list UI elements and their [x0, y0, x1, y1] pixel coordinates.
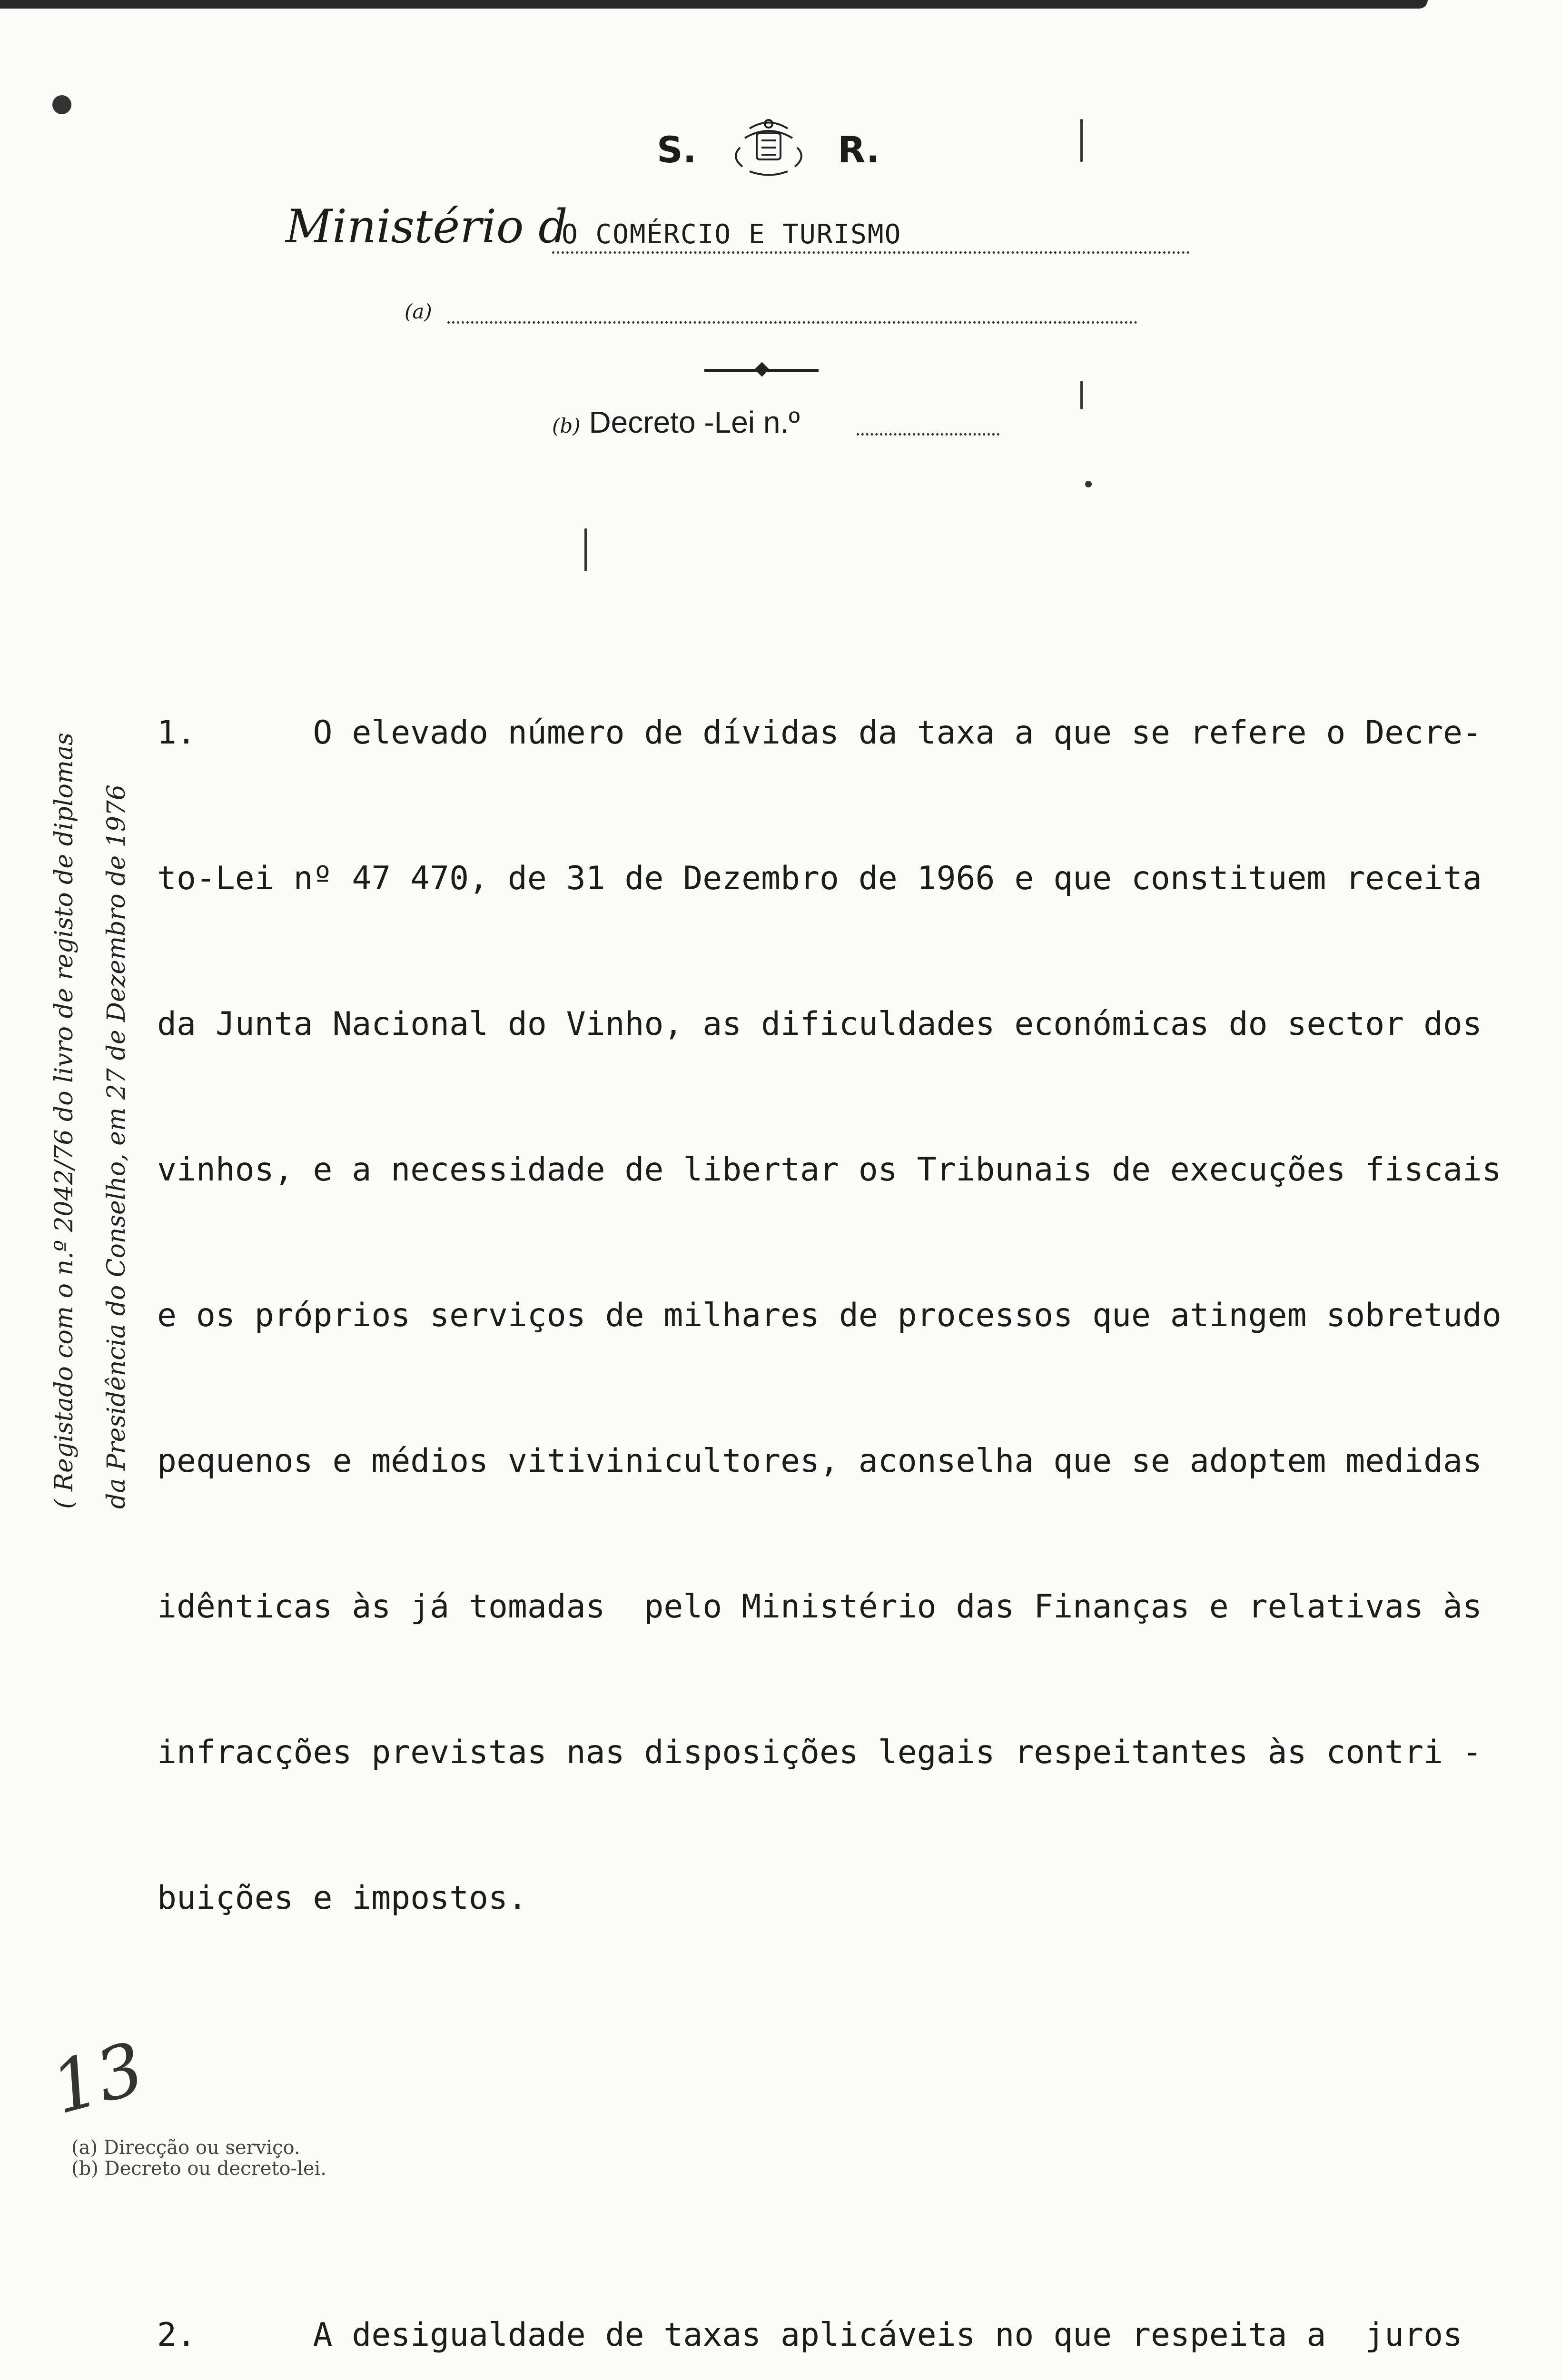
ministry-name: O COMÉRCIO E TURISMO [562, 219, 902, 250]
scan-speck [1080, 381, 1083, 409]
body-line: 1. O elevado número de dívidas da taxa a que se refere o Decre- [157, 714, 1482, 752]
body-line: da Junta Nacional do Vinho, as dificuldades económicas do sector dos [157, 1005, 1482, 1043]
body-line [157, 2020, 1513, 2068]
margin-note-line-2: da Presidência do Conselho, em 27 de Dezembro de 1976 [102, 784, 131, 1509]
divider-diamond-icon [754, 362, 769, 377]
footnotes [71, 2137, 326, 2179]
top-edge-line [0, 0, 1428, 9]
letterhead [657, 114, 904, 181]
ministry-dotted-line [552, 251, 1190, 254]
decree-label: Decreto -Lei n.º [589, 405, 800, 439]
footnote-a: (a) Direcção ou serviço. [71, 2137, 300, 2159]
body-line: infracções previstas nas disposições legais respeitantes às contri - [157, 1734, 1482, 1771]
letterhead-r: R. [838, 129, 880, 171]
footnote-b: (b) Decreto ou decreto-lei. [71, 2158, 327, 2180]
scan-speck [52, 95, 71, 114]
coat-of-arms-icon [721, 114, 816, 181]
letterhead-s: S. [657, 129, 697, 171]
scan-speck [1085, 481, 1092, 487]
direction-dotted-line [447, 321, 1137, 324]
direction-marker: (a) [405, 300, 432, 323]
body-line: 2. A desigualdade de taxas aplicáveis no que respeita a juros [157, 2316, 1462, 2354]
decree-heading [552, 405, 1028, 447]
body-line: vinhos, e a necessidade de libertar os Tribunais de execuções fiscais [157, 1151, 1502, 1189]
body-line: idênticas às já tomadas pelo Ministério das Finanças e relativas às [157, 1588, 1482, 1626]
scan-speck [1080, 119, 1083, 162]
ministry-heading [286, 200, 1190, 262]
decree-dotted-line [857, 433, 999, 436]
body-line: to-Lei nº 47 470, de 31 de Dezembro de 1966 e que constituem receita [157, 860, 1482, 897]
ministry-label: Ministério d [286, 200, 568, 253]
registration-margin-note [38, 605, 152, 1509]
body-line [157, 2165, 1513, 2214]
body-line: pequenos e médios vitivinicultores, aconselha que se adoptem medidas [157, 1442, 1482, 1480]
direction-line [405, 300, 1142, 338]
handwritten-page-mark: 13 [43, 2027, 153, 2131]
margin-note-line-1: ( Registado com o n.º 2042/76 do livro de registo de diplomas [50, 733, 79, 1509]
scan-speck [584, 528, 587, 571]
body-line: e os próprios serviços de milhares de processos que atingem sobretudo [157, 1297, 1502, 1334]
body-line: buições e impostos. [157, 1879, 527, 1917]
decree-marker: (b) [552, 414, 581, 437]
document-body [157, 612, 1513, 2380]
